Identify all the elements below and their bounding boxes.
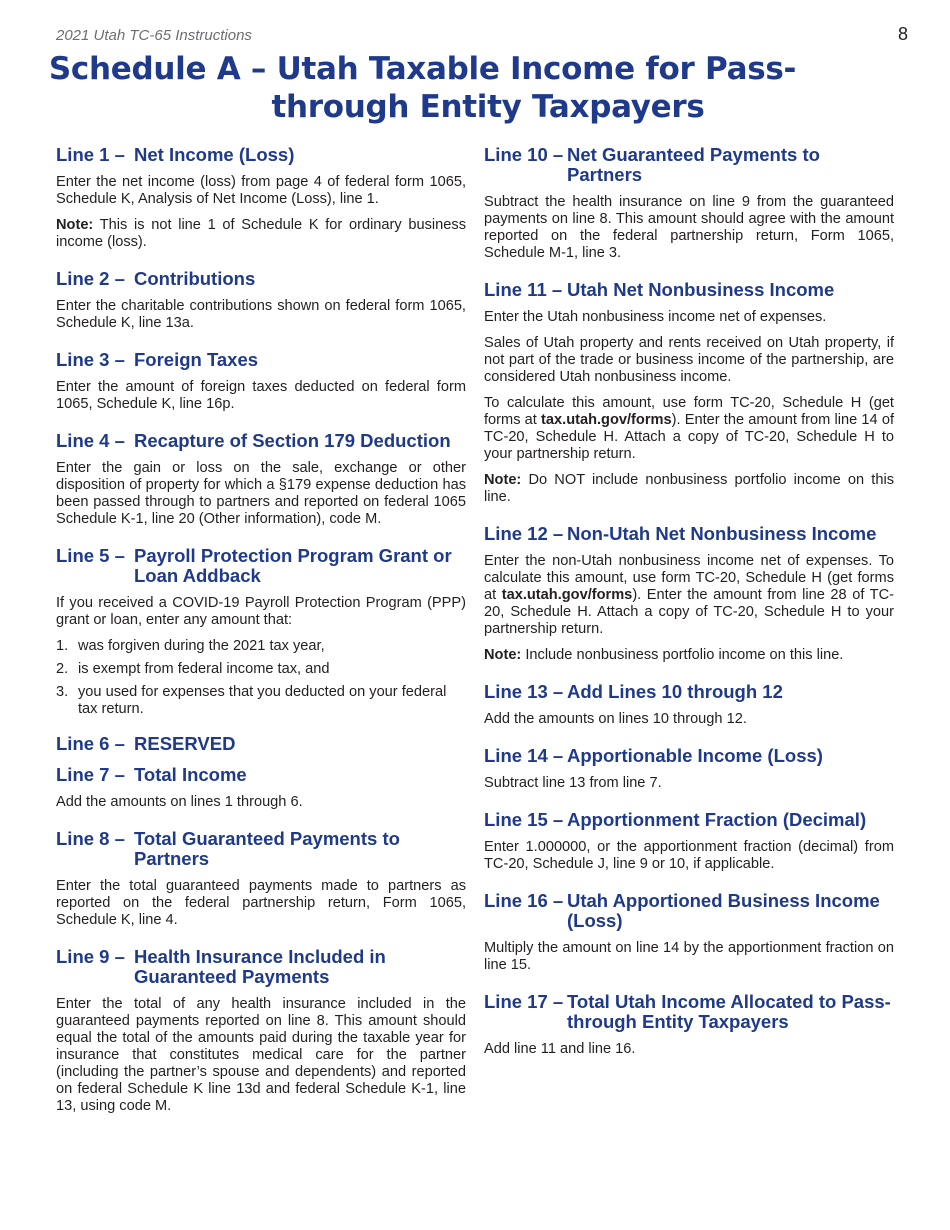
page-title-line-2: through Entity Taxpayers [271,89,705,125]
section-line-2 [56,269,466,332]
line-number: Line 9 – [56,946,125,967]
line-11-note [484,472,894,506]
section-line-13 [484,682,894,728]
line-11-heading [484,280,894,300]
section-line-10 [484,145,894,262]
line-10-text: Subtract the health insurance on line 9 from the guaranteed payments on line 8. This amount should agree with the amount reported on the federal partnership return, Form 1065, Schedule M-1, line 3. [484,194,894,261]
line-13-heading [484,682,894,702]
section-line-8 [56,829,466,929]
line-12-heading [484,524,894,544]
line-number: Line 6 – [56,733,125,754]
line-title: Recapture of Section 179 Deduction [134,430,451,451]
line-number: Line 13 – [484,681,564,702]
line-15-text: Enter 1.000000, or the apportionment fraction (decimal) from TC-20, Schedule J, line 9 or 10, if applicable. [484,839,894,872]
line-title: Non-Utah Net Nonbusiness Income [567,523,877,544]
line-9-heading [56,947,466,987]
line-1-text: Enter the net income (loss) from page 4 of federal form 1065, Schedule K, Analysis of Net Income (Loss), line 1. [56,174,466,207]
line-8-text: Enter the total guaranteed payments made to partners as reported on the federal partnership return, Form 1065, Schedule K, line 4. [56,878,466,928]
note-label: Note: [484,647,522,663]
left-column [56,145,466,1124]
text: To calculate this amount, use form TC-20, Schedule H (get forms at [484,395,894,428]
line-title: Apportionable Income (Loss) [567,745,823,766]
line-14-text: Subtract line 13 from line 7. [484,775,662,791]
line-number: Line 7 – [56,764,125,785]
line-number: Line 17 – [484,991,564,1012]
line-title: Add Lines 10 through 12 [567,681,783,702]
line-14-heading [484,746,894,766]
section-line-6 [56,734,466,754]
line-number: Line 10 – [484,144,564,165]
line-17-heading [484,992,894,1032]
line-5-list [56,638,466,718]
running-head: 2021 Utah TC-65 Instructions [56,27,252,44]
list-item-text: you used for expenses that you deducted on your federal tax return. [78,684,447,717]
page-number: 8 [898,24,909,44]
section-line-3 [56,350,466,413]
text: ). Enter the amount from line 14 of TC-20, Schedule H. Attach a copy of TC-20, Schedule H to your partnership return. [484,412,895,462]
list-item-number: 1. [56,638,69,654]
section-line-9 [56,947,466,1115]
line-title: Contributions [134,268,256,289]
line-3-text: Enter the amount of foreign taxes deducted on federal form 1065, Schedule K, line 16p. [56,379,466,412]
line-1-note [56,217,466,251]
page-title [40,50,935,126]
list-item-text: was forgiven during the 2021 tax year, [78,638,325,654]
line-10-heading [484,145,894,185]
line-2-text: Enter the charitable contributions shown on federal form 1065, Schedule K, line 13a. [56,298,466,331]
line-number: Line 8 – [56,828,125,849]
line-number: Line 3 – [56,349,125,370]
line-11-text-3 [484,395,894,463]
section-line-5 [56,546,466,718]
line-16-text: Multiply the amount on line 14 by the apportionment fraction on line 15. [484,940,894,973]
line-title: Apportionment Fraction (Decimal) [567,809,867,830]
note-label: Note: [484,472,522,488]
line-8-heading [56,829,466,869]
line-4-heading [56,431,466,451]
text: Enter the non-Utah nonbusiness income net of expenses. To calculate this amount, use form TC-20, Schedule H (get forms at [484,553,894,603]
line-title: Total Utah Income Allocated to Pass-through Entity Taxpayers [567,991,891,1032]
line-number: Line 15 – [484,809,564,830]
line-7-text: Add the amounts on lines 1 through 6. [56,794,303,810]
line-5-text: If you received a COVID-19 Payroll Protection Program (PPP) grant or loan, enter any amount that: [56,595,466,628]
line-number: Line 16 – [484,890,564,911]
line-title: Net Income (Loss) [134,144,295,165]
line-title: Utah Apportioned Business Income (Loss) [567,890,880,931]
section-line-1 [56,145,466,251]
line-11-text-2: Sales of Utah property and rents received on Utah property, if not part of the trade or business income of the partnership, are considered Utah nonbusiness income. [484,335,894,385]
list-item-number: 2. [56,661,69,677]
line-16-heading [484,891,894,931]
line-title: Foreign Taxes [134,349,259,370]
line-13-text: Add the amounts on lines 10 through 12. [484,711,747,727]
line-title: Health Insurance Included in Guaranteed Payments [134,946,386,987]
line-number: Line 11 – [484,279,563,300]
text: ). Enter the amount from line 28 of TC-20, Schedule H. Attach a copy of TC-20, Schedule H to your partnership return. [484,587,894,637]
line-title: Total Guaranteed Payments to Partners [134,828,400,869]
line-6-heading [56,734,466,754]
forms-url: tax.utah.gov/forms [541,412,672,428]
note-text: This is not line 1 of Schedule K for ordinary business income (loss). [56,217,466,250]
line-1-heading [56,145,466,165]
list-item [56,661,466,678]
section-line-12 [484,524,894,664]
list-item-number: 3. [56,684,69,700]
list-item-text: is exempt from federal income tax, and [78,661,330,677]
list-item [56,638,466,655]
line-title: RESERVED [134,733,236,754]
line-11-text: Enter the Utah nonbusiness income net of expenses. [484,309,827,325]
section-line-17 [484,992,894,1058]
forms-url: tax.utah.gov/forms [501,587,633,603]
line-number: Line 14 – [484,745,564,766]
section-line-15 [484,810,894,873]
line-17-text: Add line 11 and line 16. [484,1041,636,1057]
line-12-note [484,647,894,664]
line-title: Payroll Protection Program Grant or Loan Addback [134,545,452,586]
note-text: Include nonbusiness portfolio income on this line. [521,647,844,663]
line-7-heading [56,765,466,785]
line-number: Line 12 – [484,523,564,544]
section-line-14 [484,746,894,792]
section-line-16 [484,891,894,974]
line-3-heading [56,350,466,370]
line-15-heading [484,810,894,830]
line-5-heading [56,546,466,586]
section-line-7 [56,765,466,811]
section-line-11 [484,280,894,506]
line-number: Line 4 – [56,430,125,451]
line-4-text: Enter the gain or loss on the sale, exchange or other disposition of property for which a §179 expense deduction has been passed through to partners and reported on federal 1065 Schedule K-1, line 20 (Other information), code M. [56,460,466,527]
right-column [484,145,894,1067]
line-title: Utah Net Nonbusiness Income [567,279,835,300]
line-2-heading [56,269,466,289]
line-title: Total Income [134,764,247,785]
line-9-text: Enter the total of any health insurance included in the guaranteed payments reported on line 8. This amount should equal the total of the amounts paid during the taxable year for insurance that constitutes medical care for the partner (including the partner’s spouse and dependents) and reported on federal Schedule K line 13d and federal Schedule K-1, line 13, using code M. [56,996,466,1114]
list-item [56,684,466,718]
line-number: Line 1 – [56,144,125,165]
line-number: Line 2 – [56,268,125,289]
line-title: Net Guaranteed Payments to Partners [567,144,820,185]
page-title-line-1: Schedule A – Utah Taxable Income for Pass- [48,51,797,87]
note-text: Do NOT include nonbusiness portfolio income on this line. [484,472,894,505]
line-number: Line 5 – [56,545,125,566]
section-line-4 [56,431,466,528]
note-label: Note: [56,217,94,233]
line-12-text [484,553,894,638]
